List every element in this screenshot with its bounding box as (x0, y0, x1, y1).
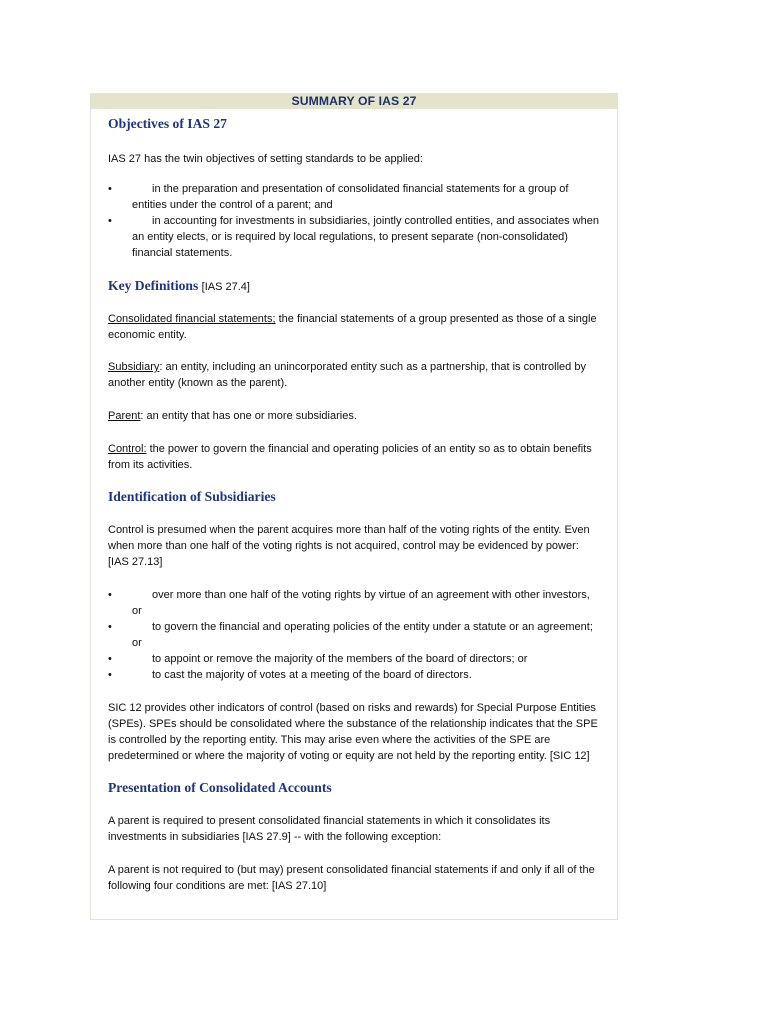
bullet-icon: • (108, 215, 112, 227)
definition-term: Parent (108, 410, 141, 422)
list-item (108, 619, 601, 651)
sic12-paragraph: SIC 12 provides other indicators of control (based on risks and rewards) for Special Purpose Entities (SPEs). SPEs should be consolidated where the substance of the relationship indicates that the SPE is controlled by the reporting entity. This may arise even where the activities of the SPE are predetermined or where the majority of voting or equity are not held by the reporting entity. [SIC 12] (108, 702, 598, 762)
definition-text: the power to govern the financial and operating policies of an entity so as to obtain benefits from its activities. (108, 443, 592, 471)
heading-objectives: Objectives of IAS 27 (108, 116, 227, 131)
list-item-text: over more than one half of the voting rights by virtue of an agreement with other investors, or (132, 589, 590, 617)
list-item (108, 587, 601, 619)
presentation-paragraph-1: A parent is required to present consolidated financial statements in which it consolidates its investments in subsidiaries [IAS 27.9] -- with the following exception: (108, 815, 551, 843)
bullet-icon: • (108, 621, 112, 633)
list-item-text: to govern the financial and operating policies of the entity under a statute or an agreement; or (132, 621, 593, 649)
objectives-intro: IAS 27 has the twin objectives of setting standards to be applied: (108, 153, 423, 165)
list-item (108, 213, 601, 261)
bullet-icon: • (108, 653, 112, 665)
bullet-icon: • (108, 589, 112, 601)
heading-reference: [IAS 27.4] (201, 281, 250, 293)
list-item-text: in the preparation and presentation of consolidated financial statements for a group of entities under the control of a parent; and (132, 183, 569, 211)
document-content (91, 116, 617, 894)
definition-term: Consolidated financial statements (108, 313, 273, 325)
definition-consolidated: Consolidated financial statements; the financial statements of a group presented as those of a single economic entity. (108, 313, 597, 341)
bullet-icon: • (108, 669, 112, 681)
list-item (108, 667, 601, 683)
heading-identification: Identification of Subsidiaries (108, 489, 276, 504)
heading-key-definitions-text: Key Definitions (108, 278, 199, 293)
definition-subsidiary: Subsidiary: an entity, including an unincorporated entity such as a partnership, that is controlled by another entity (known as the parent). (108, 361, 586, 389)
definition-term: Subsidiary (108, 361, 160, 373)
presentation-paragraph-2: A parent is not required to (but may) present consolidated financial statements if and only if all of the following four conditions are met: [IAS 27.10] (108, 864, 595, 892)
list-item (108, 651, 601, 667)
definition-text: an entity that has one or more subsidiaries. (143, 410, 357, 422)
definition-parent: Parent: an entity that has one or more subsidiaries. (108, 410, 357, 422)
document-page (90, 93, 618, 920)
document-title: SUMMARY OF IAS 27 (91, 94, 617, 109)
list-item-text: to appoint or remove the majority of the members of the board of directors; or (152, 653, 528, 665)
heading-key-definitions (108, 278, 601, 294)
list-item (108, 181, 601, 213)
definition-control: Control: the power to govern the financial and operating policies of an entity so as to obtain benefits from its activities. (108, 443, 592, 471)
identification-intro: Control is presumed when the parent acquires more than half of the voting rights of the entity. Even when more than one half of the voting rights is not acquired, control may be evidenced by power: [IAS 27.13] (108, 524, 590, 568)
heading-presentation: Presentation of Consolidated Accounts (108, 780, 332, 795)
definition-text: an entity, including an unincorporated entity such as a partnership, that is controlled by another entity (known as the parent). (108, 361, 586, 389)
definition-term: Control (108, 443, 144, 455)
bullet-icon: • (108, 183, 112, 195)
definition-text: the financial statements of a group presented as those of a single economic entity. (108, 313, 597, 341)
list-item-text: in accounting for investments in subsidiaries, jointly controlled entities, and associates when an entity elects, or is required by local regulations, to present separate (non-consolidated) financial statements. (132, 215, 599, 259)
list-item-text: to cast the majority of votes at a meeting of the board of directors. (152, 669, 472, 681)
